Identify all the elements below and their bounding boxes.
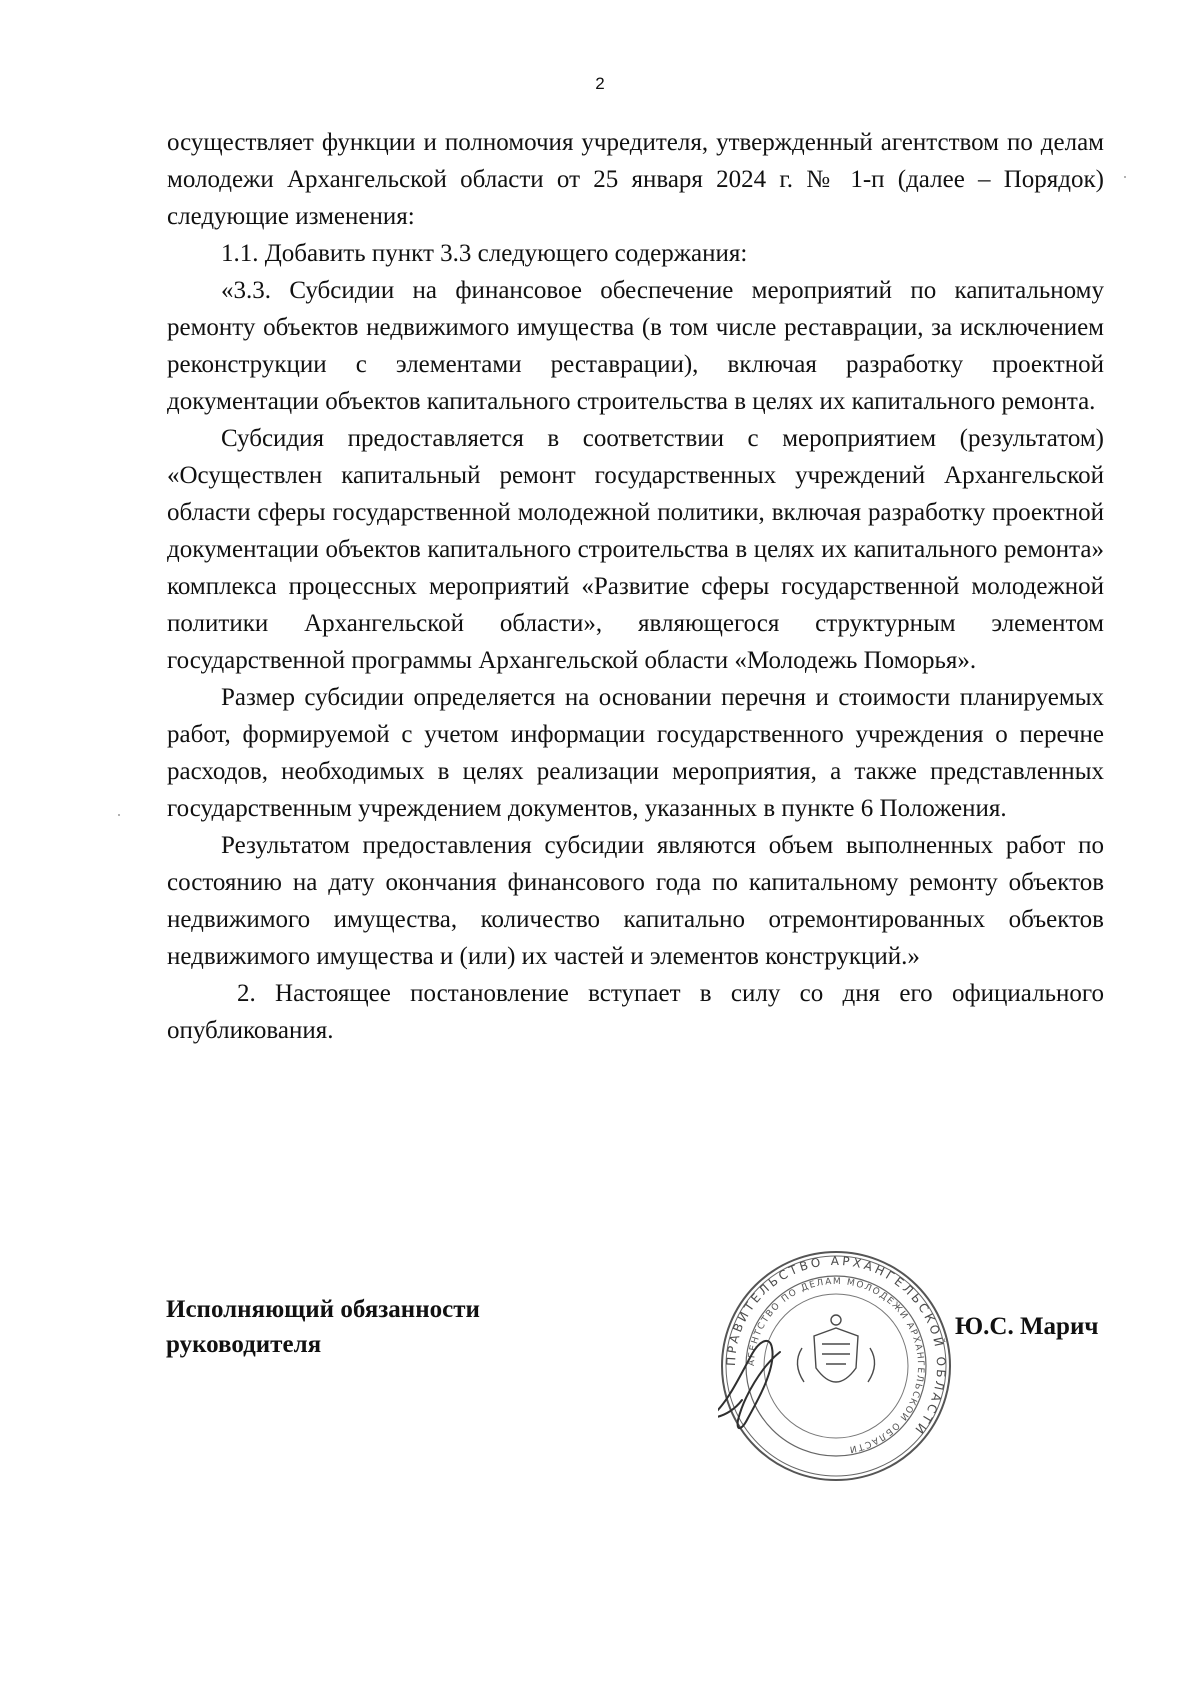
scan-speck <box>1124 176 1126 178</box>
paragraph-subsidy-result: Результатом предоставления субсидии являются объем выполненных работ по состоянию на дату окончания финансового года по капитальному ремонту объектов недвижимого имущества, количество капитально отремонтированных объектов недвижимого имущества и (или) их частей и элементов конструкций.» <box>167 832 1104 970</box>
svg-text:АГЕНТСТВО ПО ДЕЛАМ МОЛОДЕЖИ АР <box>747 1277 925 1454</box>
document-body <box>167 124 1104 1049</box>
signature-position-line-1: Исполняющий обязанности <box>166 1296 480 1323</box>
signature-position <box>166 1292 480 1362</box>
seal-outer-text: ПРАВИТЕЛЬСТВО АРХАНГЕЛЬСКОЙ ОБЛАСТИ <box>723 1253 949 1439</box>
page-number: 2 <box>595 74 605 93</box>
coat-of-arms-emblem <box>797 1315 874 1382</box>
official-seal <box>718 1248 954 1484</box>
scan-speck <box>118 814 120 816</box>
signature-position-line-2: руководителя <box>166 1331 322 1358</box>
paragraph-item-3-3: «3.3. Субсидии на финансовое обеспечение мероприятий по капитальному ремонту объектов недвижимого имущества (в том числе реставрации, за исключением реконструкции с элементами реставрации), включая разработку проектной документации объектов капитального строительства в целях их капитального ремонта. <box>167 277 1104 415</box>
signer-name: Ю.С. Марич <box>955 1313 1099 1340</box>
paragraph-item-1-1: 1.1. Добавить пункт 3.3 следующего содержания: <box>221 240 748 267</box>
paragraph-lead: осуществляет функции и полномочия учредителя, утвержденный агентством по делам молодежи Архангельской области от 25 января 2024 г. № 1-п (далее – Порядок) следующие изменения: <box>167 129 1104 230</box>
paragraph-item-2: 2. Настоящее постановление вступает в силу со дня его официального опубликования. <box>167 980 1104 1044</box>
paragraph-subsidy-size: Размер субсидии определяется на основании перечня и стоимости планируемых работ, формируемой с учетом информации государственного учреждения о перечне расходов, необходимых в целях реализации мероприятия, а также представленных государственным учреждением документов, указанных в пункте 6 Положения. <box>167 684 1104 822</box>
paragraph-subsidy: Субсидия предоставляется в соответствии с мероприятием (результатом) «Осуществлен капитальный ремонт государственных учреждений Архангельской области сферы государственной молодежной политики, включая разработку проектной документации объектов капитального строительства в целях их капитального ремонта» комплекса процессных мероприятий «Развитие сферы государственной молодежной политики Архангельской области», являющегося структурным элементом государственной программы Архангельской области «Молодежь Поморья». <box>167 425 1104 674</box>
seal-inner-text: АГЕНТСТВО ПО ДЕЛАМ МОЛОДЕЖИ АРХАНГЕЛЬСКОЙ ОБЛАСТИ <box>746 1276 926 1455</box>
